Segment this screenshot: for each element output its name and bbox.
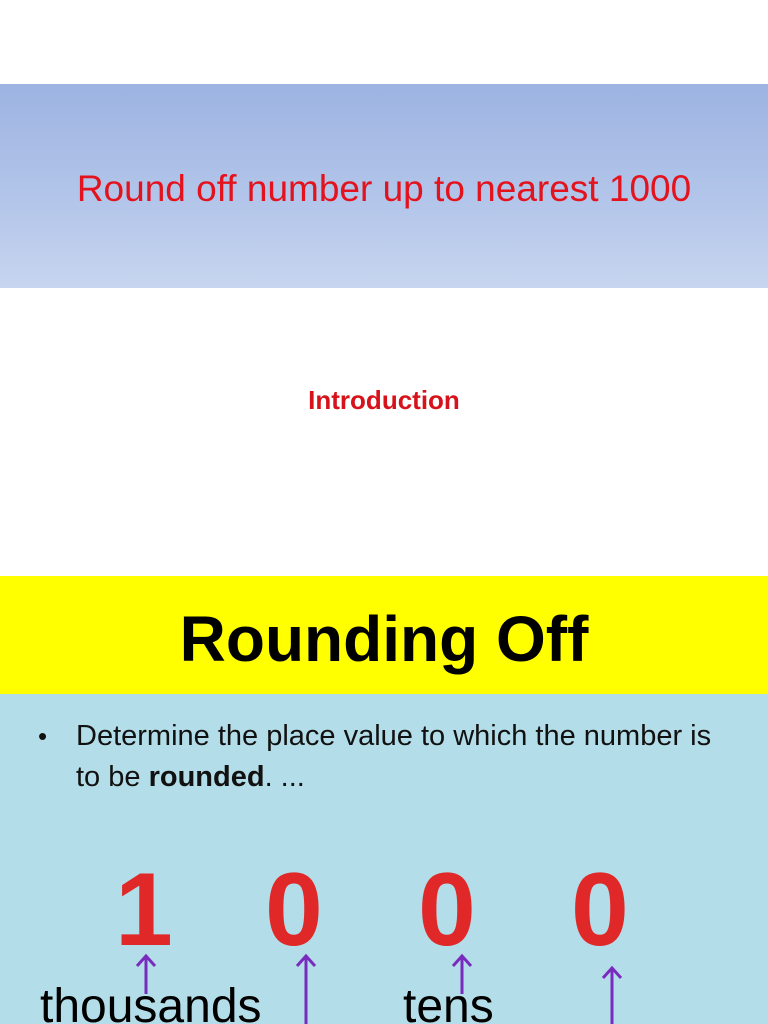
rounding-body — [0, 694, 768, 1024]
bullet-text-start: Determine the place value to which the number is to be — [76, 720, 712, 793]
rounding-heading: Rounding Off — [179, 603, 589, 675]
bullet-text-bold: rounded — [148, 761, 265, 793]
rounding-header — [0, 576, 768, 694]
slide-title: Round off number up to nearest 1000 — [76, 168, 692, 209]
bullet-text-end: . ... — [264, 761, 305, 793]
place-label-thousands: thousands — [40, 980, 262, 1024]
bullet-marker: • — [38, 721, 48, 751]
page-top-margin — [0, 0, 768, 84]
intro-slide — [0, 288, 768, 576]
digit-ones: 0 — [571, 852, 629, 968]
digit-thousands: 1 — [115, 852, 173, 968]
arrow-up-icon — [600, 964, 624, 1024]
intro-heading: Introduction — [308, 385, 460, 415]
bullet-text — [76, 716, 716, 798]
arrow-up-icon — [294, 952, 318, 1024]
title-slide — [0, 84, 768, 288]
digit-tens: 0 — [418, 852, 476, 968]
place-label-tens: tens — [403, 980, 494, 1024]
digit-hundreds: 0 — [265, 852, 323, 968]
